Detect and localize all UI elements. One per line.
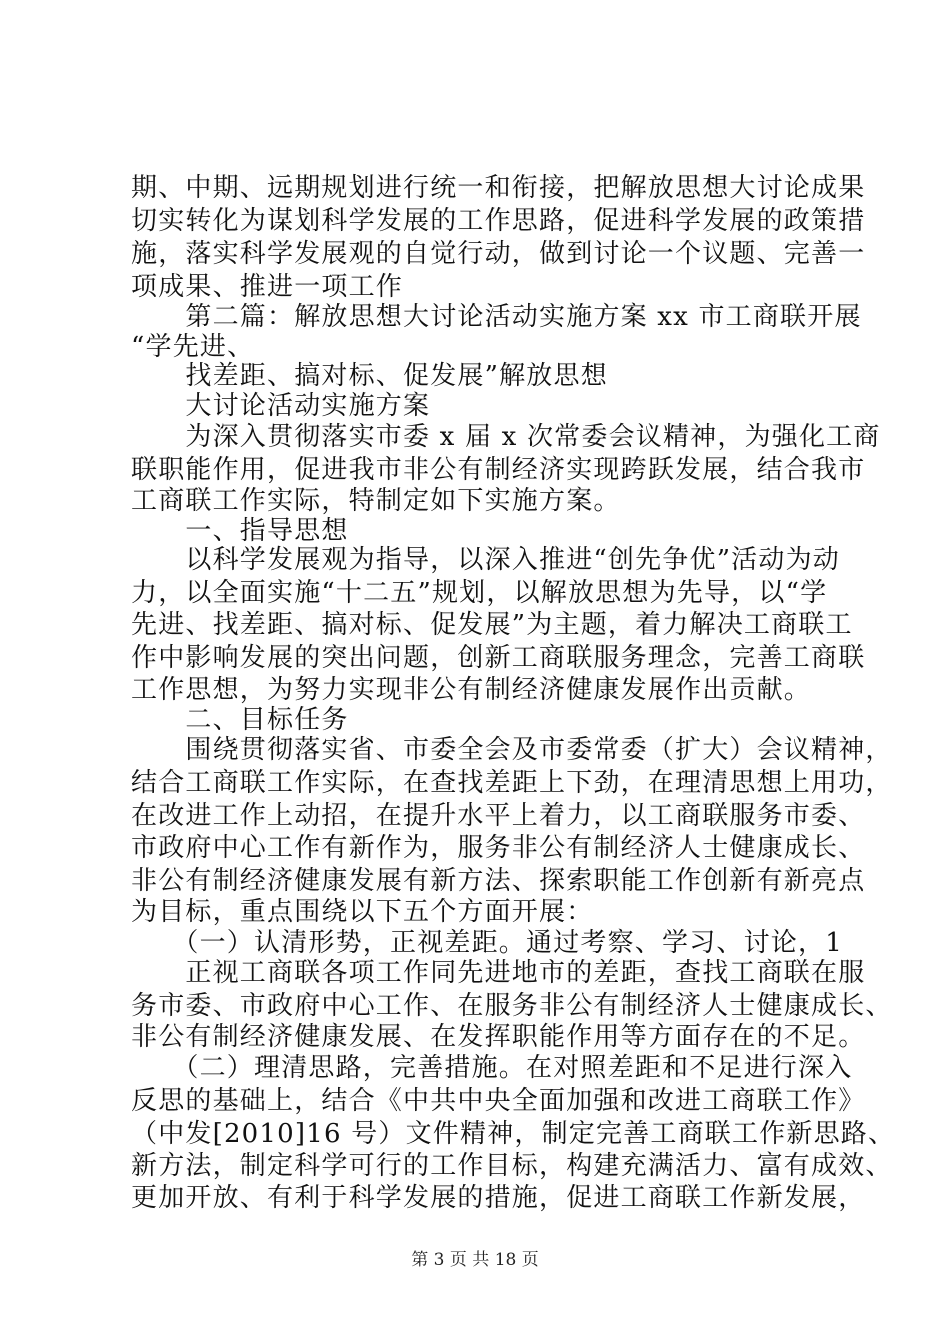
- text-line: “学先进、: [131, 332, 255, 362]
- text-line: 联职能作用，促进我市非公有制经济实现跨跃发展，结合我市: [131, 455, 866, 485]
- text-line: 找差距、搞对标、促发展”解放思想: [131, 361, 608, 391]
- text-line: 期、中期、远期规划进行统一和衔接，把解放思想大讨论成果: [131, 173, 866, 203]
- text-line: 市政府中心工作有新作为，服务非公有制经济人士健康成长、: [131, 833, 866, 863]
- text-line: （二）理清思路，完善措施。在对照差距和不足进行深入: [131, 1053, 853, 1083]
- section-heading: 一、指导思想: [131, 516, 349, 546]
- text-line: 施，落实科学发展观的自觉行动，做到讨论一个议题、完善一: [131, 239, 866, 269]
- text-line: 项成果、推进一项工作: [131, 272, 404, 302]
- section-heading: 二、目标任务: [131, 705, 349, 735]
- text-line: 大讨论活动实施方案: [131, 391, 431, 421]
- text-line: 正视工商联各项工作同先进地市的差距，查找工商联在服: [131, 958, 866, 988]
- text-line: 工商联工作实际，特制定如下实施方案。: [131, 486, 621, 516]
- text-line: 切实转化为谋划科学发展的工作思路，促进科学发展的政策措: [131, 206, 866, 236]
- text-line: 非公有制经济健康发展、在发挥职能作用等方面存在的不足。: [131, 1022, 866, 1052]
- text-line: 更加开放、有利于科学发展的措施，促进工商联工作新发展，: [131, 1183, 866, 1213]
- text-line: 为深入贯彻落实市委 x 届 x 次常委会议精神，为强化工商: [131, 422, 881, 452]
- text-line: 作中影响发展的突出问题，创新工商联服务理念，完善工商联: [131, 643, 866, 673]
- text-line: 务市委、市政府中心工作、在服务非公有制经济人士健康成长、: [131, 991, 893, 1021]
- page-number-footer: 第 3 页 共 18 页: [411, 1250, 539, 1270]
- text-line: 先进、找差距、搞对标、促发展”为主题，着力解决工商联工: [131, 610, 853, 640]
- text-line: 结合工商联工作实际，在查找差距上下劲，在理清思想上用功，: [131, 768, 893, 798]
- text-line: （一）认清形势，正视差距。通过考察、学习、讨论，1: [131, 928, 843, 958]
- text-line: 在改进工作上动招，在提升水平上着力，以工商联服务市委、: [131, 801, 866, 831]
- text-line: 为目标，重点围绕以下五个方面开展：: [131, 897, 594, 927]
- text-line: 力，以全面实施“十二五”规划，以解放思想为先导，以“学: [131, 578, 828, 608]
- text-line: 围绕贯彻落实省、市委全会及市委常委（扩大）会议精神，: [131, 735, 893, 765]
- text-line: 以科学发展观为指导，以深入推进“创先争优”活动为动: [131, 545, 840, 575]
- text-line: 非公有制经济健康发展有新方法、探索职能工作创新有新亮点: [131, 866, 866, 896]
- text-line: （中发[2010]16 号）文件精神，制定完善工商联工作新思路、: [131, 1119, 896, 1149]
- text-line: 第二篇：解放思想大讨论活动实施方案 xx 市工商联开展: [131, 302, 862, 332]
- text-line: 新方法，制定科学可行的工作目标，构建充满活力、富有成效、: [131, 1151, 893, 1181]
- text-line: 工作思想，为努力实现非公有制经济健康发展作出贡献。: [131, 675, 812, 705]
- text-line: 反思的基础上，结合《中共中央全面加强和改进工商联工作》: [131, 1086, 866, 1116]
